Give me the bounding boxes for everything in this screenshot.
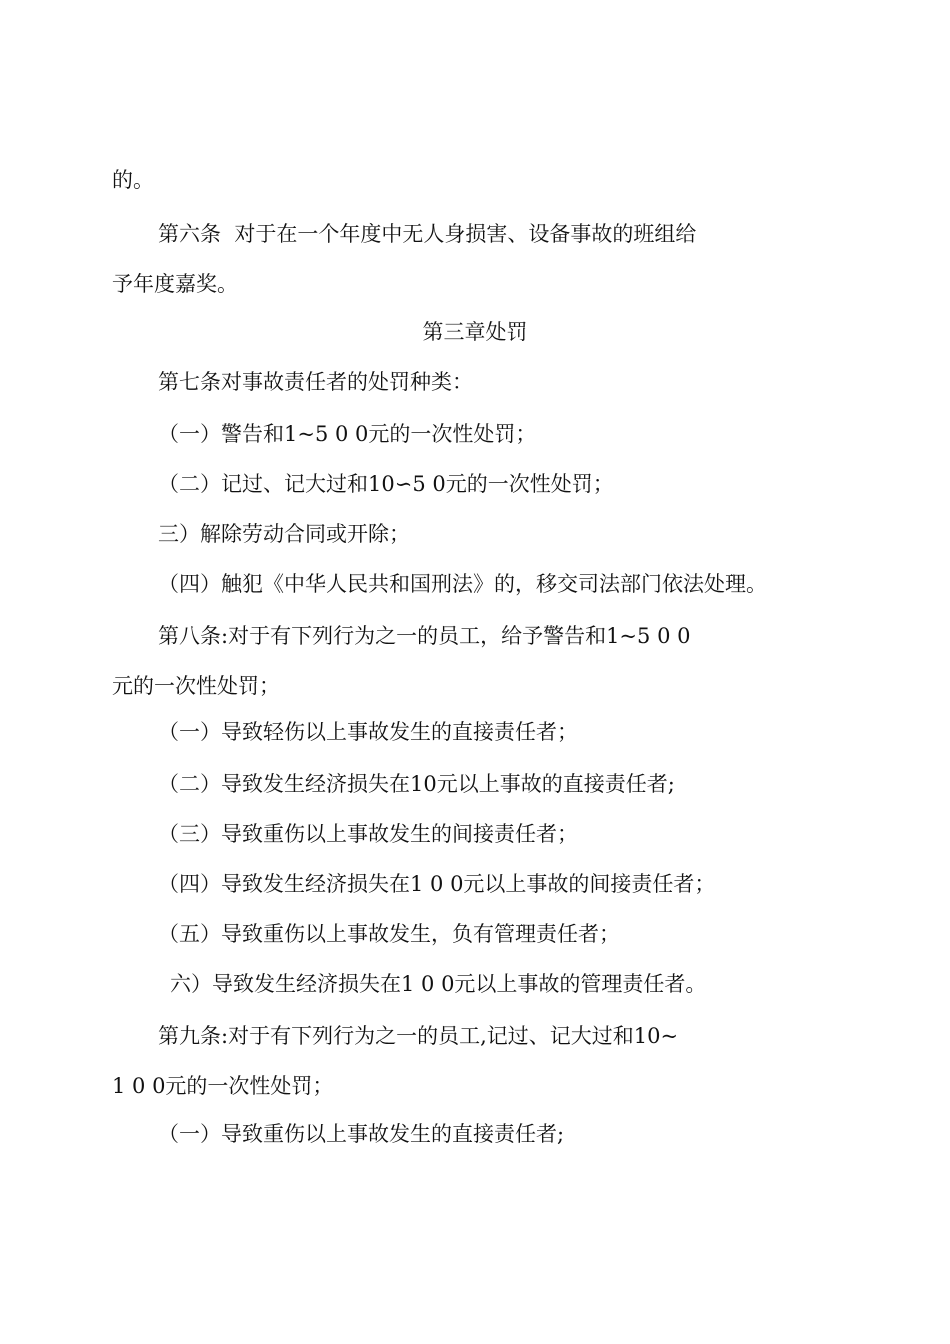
text-line-continuation: 的。 [112, 168, 154, 192]
article-8-item-2: （二）导致发生经济损失在10元以上事故的直接责任者; [158, 772, 675, 796]
article-9-item-1: （一）导致重伤以上事故发生的直接责任者; [158, 1122, 565, 1146]
article-8-line-2: 元的一次性处罚； [112, 674, 280, 698]
article-8-line-1: 第八条:对于有下列行为之一的员工，给予警告和1~5 0 0 [158, 624, 691, 648]
article-7-item-4: （四）触犯《中华人民共和国刑法》的，移交司法部门依法处理。 [158, 572, 767, 596]
article-8-item-4: （四）导致发生经济损失在1 0 0元以上事故的间接责任者； [158, 872, 716, 896]
article-9-line-1: 第九条:对于有下列行为之一的员工,记过、记大过和10~ [158, 1024, 679, 1048]
article-8-item-1: （一）导致轻伤以上事故发生的直接责任者； [158, 720, 578, 744]
chapter-heading: 第三章处罚 [422, 320, 528, 344]
article-7-item-1: （一）警告和1~5 0 0元的一次性处罚； [158, 422, 537, 446]
article-7-item-3: 三）解除劳动合同或开除； [158, 522, 410, 546]
article-7-heading: 第七条对事故责任者的处罚种类： [158, 370, 473, 394]
article-7-item-2: （二）记过、记大过和10∽5 0元的一次性处罚； [158, 472, 614, 496]
article-8-item-6: 六）导致发生经济损失在1 0 0元以上事故的管理责任者。 [170, 972, 707, 996]
article-8-item-3: （三）导致重伤以上事故发生的间接责任者； [158, 822, 578, 846]
article-6-line-2: 予年度嘉奖。 [112, 272, 238, 296]
article-9-line-2: 1 0 0元的一次性处罚； [112, 1074, 334, 1098]
article-8-item-5: （五）导致重伤以上事故发生，负有管理责任者； [158, 922, 620, 946]
article-6-line-1: 第六条 对于在一个年度中无人身损害、设备事故的班组给 [158, 222, 697, 246]
